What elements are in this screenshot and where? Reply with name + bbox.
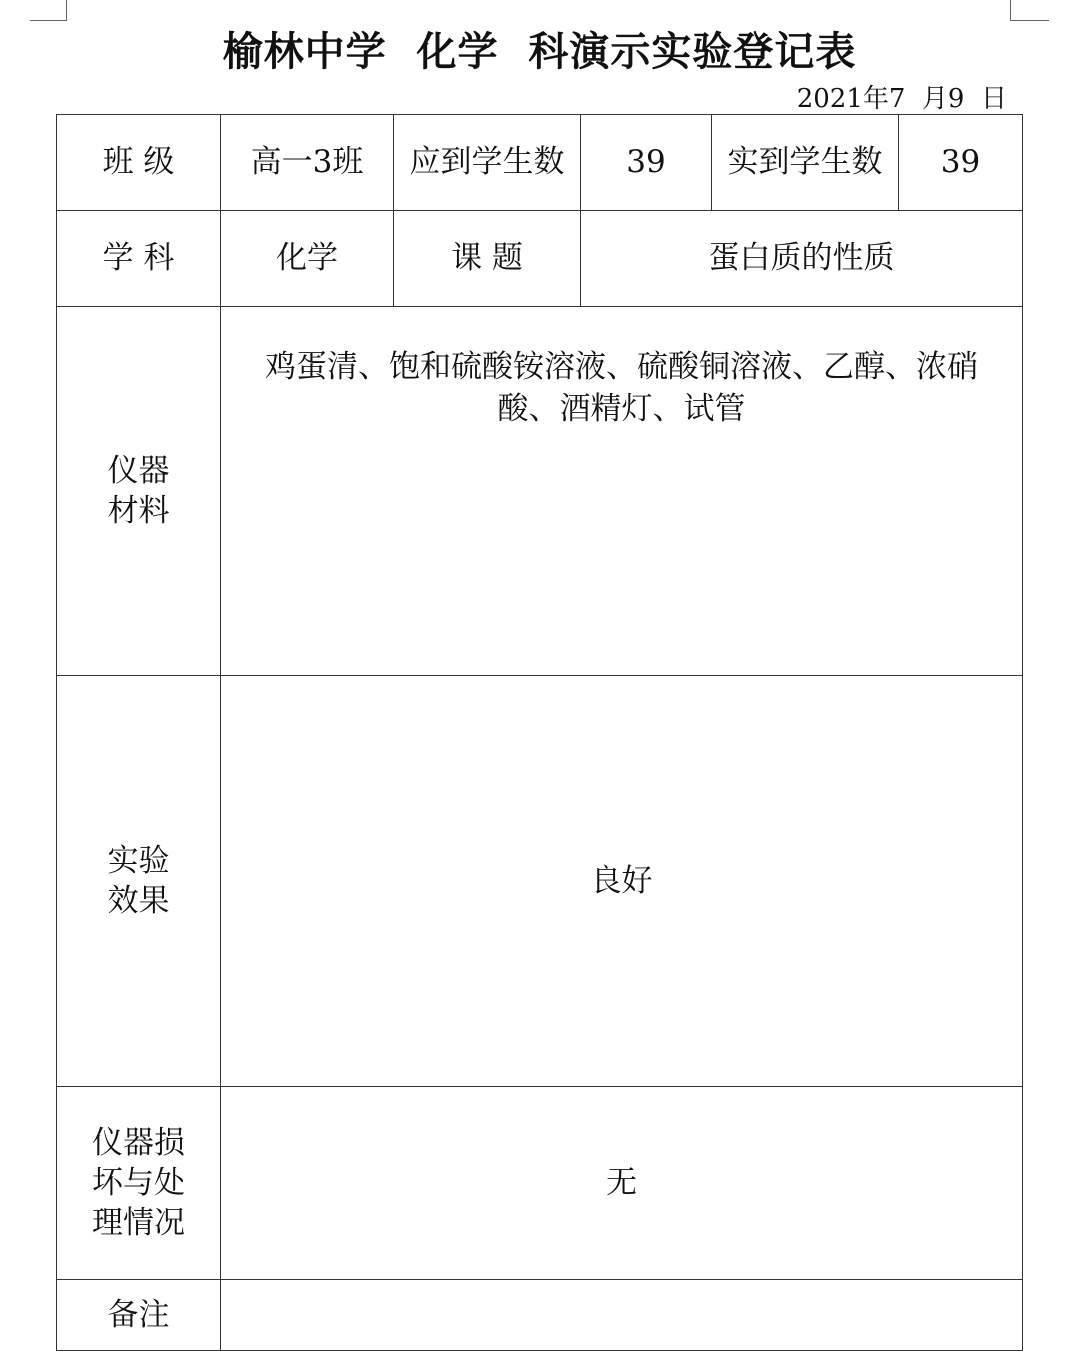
subject-label: 学 科: [57, 211, 221, 307]
table-row-materials: [57, 307, 1023, 676]
class-value: 高一3班: [221, 115, 394, 211]
crop-mark-right: [1010, 0, 1049, 21]
table-row-class-info: [57, 115, 1023, 211]
damage-label: 仪器损 坏与处 理情况: [57, 1087, 221, 1280]
table-row-damage: [57, 1087, 1023, 1280]
expected-students-value: 39: [581, 115, 712, 211]
table-row-effect: [57, 676, 1023, 1087]
topic-label: 课 题: [394, 211, 581, 307]
crop-mark-left: [30, 0, 67, 21]
materials-label: 仪器 材料: [57, 307, 221, 676]
actual-students-label: 实到学生数: [712, 115, 899, 211]
topic-value: 蛋白质的性质: [581, 211, 1023, 307]
effect-value: 良好: [221, 676, 1023, 1087]
record-date: 2021年7 月9 日: [796, 84, 1007, 114]
damage-value: 无: [221, 1087, 1023, 1280]
page-title: 榆林中学 化学 科演示实验登记表: [222, 28, 857, 75]
actual-students-value: 39: [899, 115, 1023, 211]
notes-label: 备注: [57, 1280, 221, 1351]
table-row-notes: [57, 1280, 1023, 1351]
subject-value: 化学: [221, 211, 394, 307]
class-label: 班 级: [57, 115, 221, 211]
effect-label: 实验 效果: [57, 676, 221, 1087]
experiment-record-table: [56, 114, 1023, 1351]
materials-value: 鸡蛋清、饱和硫酸铵溶液、硫酸铜溶液、乙醇、浓硝酸、酒精灯、试管: [221, 307, 1023, 676]
notes-value: [221, 1280, 1023, 1351]
expected-students-label: 应到学生数: [394, 115, 581, 211]
table-row-subject: [57, 211, 1023, 307]
